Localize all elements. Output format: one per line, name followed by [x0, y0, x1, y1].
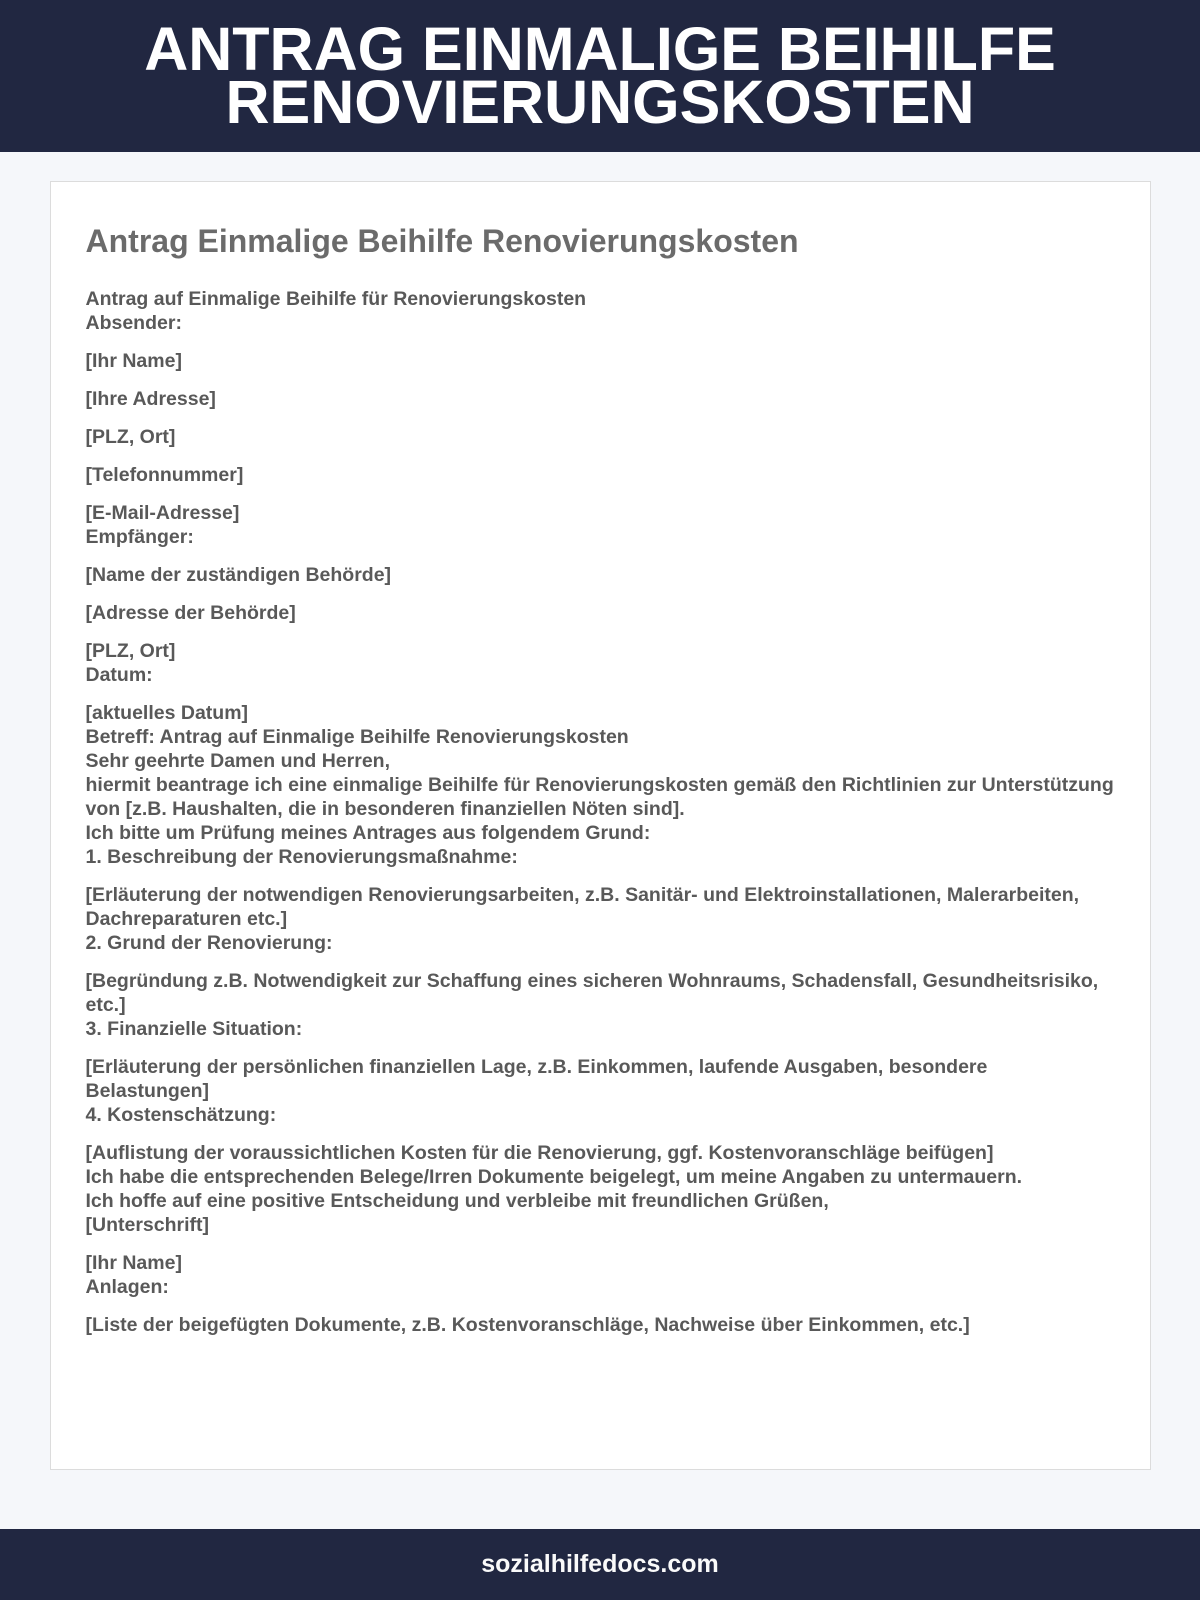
paragraph: [Auflistung der voraussichtlichen Kosten für die Renovierung, ggf. Kostenvoranschläge beifügen] Ich habe die entsprechenden Belege/Irren Dokumente beigelegt, um meine Angaben zu untermauern. Ich hoffe auf eine positive Entscheidung und verbleibe mit freundlichen Grüßen, [Unterschrift] — [85, 1142, 1023, 1236]
paragraph: [Telefonnummer] — [85, 464, 244, 486]
paragraph: [Ihr Name] Anlagen: — [85, 1252, 182, 1298]
paragraph: [Begründung z.B. Notwendigkeit zur Schaffung eines sicheren Wohnraums, Schadensfall, Gesundheitsrisiko, etc.] 3. Finanzielle Situation: — [85, 970, 1099, 1040]
document-body — [86, 287, 1115, 1337]
paragraph: Antrag auf Einmalige Beihilfe für Renovierungskosten Absender: — [85, 288, 587, 334]
paragraph: [PLZ, Ort] — [85, 426, 176, 448]
footer-site-text: sozialhilfedocs.com — [481, 1550, 719, 1578]
paragraph: [E-Mail-Adresse] Empfänger: — [85, 502, 240, 548]
paragraph: [Erläuterung der notwendigen Renovierungsarbeiten, z.B. Sanitär- und Elektroinstallationen, Malerarbeiten, Dachreparaturen etc.] 2. Grund der Renovierung: — [85, 884, 1080, 954]
paragraph: [Ihr Name] — [85, 350, 182, 372]
page-banner — [0, 0, 1200, 152]
document-card — [50, 181, 1151, 1470]
paragraph: [Ihre Adresse] — [85, 388, 216, 410]
paragraph: [aktuelles Datum] Betreff: Antrag auf Einmalige Beihilfe Renovierungskosten Sehr geehrte Damen und Herren, hiermit beantrage ich eine einmalige Beihilfe für Renovierungskosten gemäß den Richtlinien zur Unterstützung von [z.B. Haushalten, die in besonderen finanziellen Nöten sind]. Ich bitte um Prüfung meines Antrages aus folgendem Grund: 1. Beschreibung der Renovierungsmaßnahme: — [85, 702, 1114, 868]
paragraph: [PLZ, Ort] Datum: — [85, 640, 176, 686]
page-footer — [0, 1529, 1200, 1600]
banner-title: ANTRAG EINMALIGE BEIHILFE RENOVIERUNGSKOSTEN — [144, 15, 1056, 136]
paragraph: [Name der zuständigen Behörde] — [85, 564, 392, 586]
paragraph: [Liste der beigefügten Dokumente, z.B. Kostenvoranschläge, Nachweise über Einkommen, etc.] — [85, 1314, 970, 1336]
document-title: Antrag Einmalige Beihilfe Renovierungskosten — [85, 223, 799, 259]
paragraph: [Adresse der Behörde] — [85, 602, 296, 624]
paragraph: [Erläuterung der persönlichen finanziellen Lage, z.B. Einkommen, laufende Ausgaben, besondere Belastungen] 4. Kostenschätzung: — [85, 1056, 988, 1126]
